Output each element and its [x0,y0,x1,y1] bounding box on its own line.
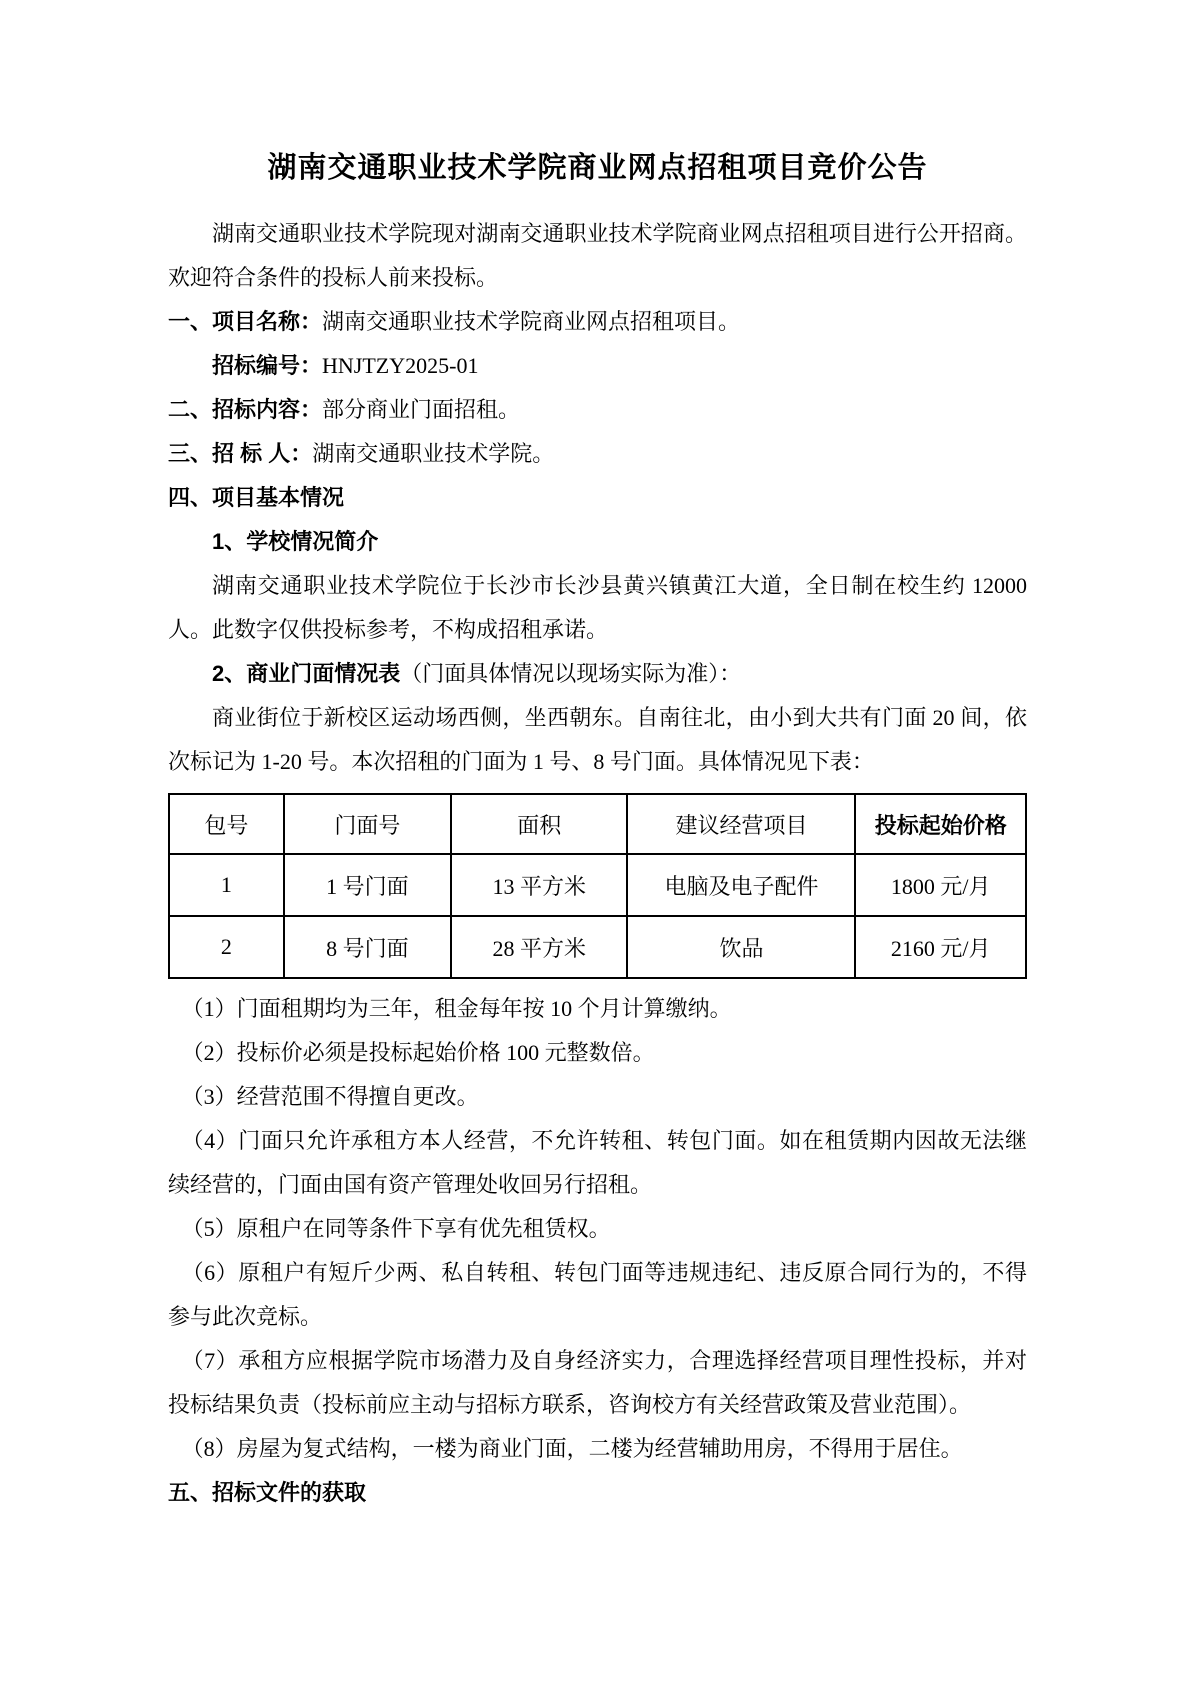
notes-list [168,987,1027,1471]
header-package-no: 包号 [169,794,284,854]
section-label: 招 标 人： [212,441,313,466]
note-item: （5）原租户在同等条件下享有优先租赁权。 [181,1216,611,1241]
section-text: 湖南交通职业技术学院商业网点招租项目。 [322,309,741,334]
header-shop-no: 门面号 [284,794,451,854]
section-label: 项目名称： [212,309,323,334]
subsection-note: （门面具体情况以现场实际为准）： [400,661,742,686]
note-item: （7）承租方应根据学院市场潜力及自身经济实力，合理选择经营项目理性投标，并对投标结果负责（投标前应主动与招标方联系，咨询校方有关经营政策及营业范围）。 [168,1348,1027,1417]
note-item: （2）投标价必须是投标起始价格 100 元整数倍。 [181,1040,655,1065]
table-row [169,916,1026,978]
subsection-number: 2、 [212,661,247,686]
cell-start-price: 2160 元/月 [855,916,1026,978]
shops-table [168,793,1027,979]
header-area: 面积 [451,794,628,854]
section-number: 二、 [168,397,213,422]
subsection-number: 1、 [212,529,247,554]
shop-street-paragraph: 商业街位于新校区运动场西侧，坐西朝东。自南往北，由小到大共有门面 20 间，依次标记为 1-20 号。本次招租的门面为 1 号、8 号门面。具体情况见下表： [168,705,1027,774]
subsection-label: 学校情况简介 [246,529,379,554]
cell-start-price: 1800 元/月 [855,854,1026,916]
table-header-row [169,794,1026,854]
note-item: （4）门面只允许承租方本人经营，不允许转租、转包门面。如在租赁期内因故无法继续经营的，门面由国有资产管理处收回另行招租。 [168,1128,1027,1197]
section-number: 四、 [168,485,213,510]
bid-number-line [168,344,1027,388]
bid-number-label: 招标编号： [212,353,323,378]
header-start-price: 投标起始价格 [855,794,1026,854]
cell-package-no: 1 [169,854,284,916]
page-title: 湖南交通职业技术学院商业网点招租项目竞价公告 [267,152,928,184]
note-item: （1）门面租期均为三年，租金每年按 10 个月计算缴纳。 [181,996,732,1021]
bid-number-value: HNJTZY2025-01 [322,353,479,378]
section-project-name [168,300,1027,344]
section-tenderer [168,432,1027,476]
school-intro-paragraph: 湖南交通职业技术学院位于长沙市长沙县黄兴镇黄江大道，全日制在校生约 12000 人。此数字仅供投标参考，不构成招租承诺。 [168,573,1027,642]
cell-package-no: 2 [169,916,284,978]
cell-suggested-business: 电脑及电子配件 [627,854,855,916]
subsection-shop-table [168,652,1027,696]
cell-shop-no: 1 号门面 [284,854,451,916]
section-text: 湖南交通职业技术学院。 [312,441,555,466]
section-number: 五、 [168,1480,213,1505]
subsection-school-intro [168,520,1027,564]
section-text: 部分商业门面招租。 [322,397,521,422]
cell-area: 28 平方米 [451,916,628,978]
cell-area: 13 平方米 [451,854,628,916]
section-label: 招标文件的获取 [212,1480,367,1505]
note-item: （3）经营范围不得擅自更改。 [181,1084,479,1109]
note-item: （6）原租户有短斤少两、私自转租、转包门面等违规违纪、违反原合同行为的，不得参与此次竞标。 [168,1260,1027,1329]
intro-paragraph: 湖南交通职业技术学院现对湖南交通职业技术学院商业网点招租项目进行公开招商。欢迎符合条件的投标人前来投标。 [168,221,1027,290]
section-doc-obtain [168,1471,1027,1515]
section-label: 项目基本情况 [212,485,345,510]
section-number: 一、 [168,309,213,334]
section-label: 招标内容： [212,397,323,422]
header-suggested-business: 建议经营项目 [627,794,855,854]
section-number: 三、 [168,441,213,466]
note-item: （8）房屋为复式结构，一楼为商业门面，二楼为经营辅助用房，不得用于居住。 [181,1436,963,1461]
cell-shop-no: 8 号门面 [284,916,451,978]
subsection-label: 商业门面情况表 [246,661,401,686]
section-tender-content [168,388,1027,432]
section-basic-info [168,476,1027,520]
cell-suggested-business: 饮品 [627,916,855,978]
table-row [169,854,1026,916]
